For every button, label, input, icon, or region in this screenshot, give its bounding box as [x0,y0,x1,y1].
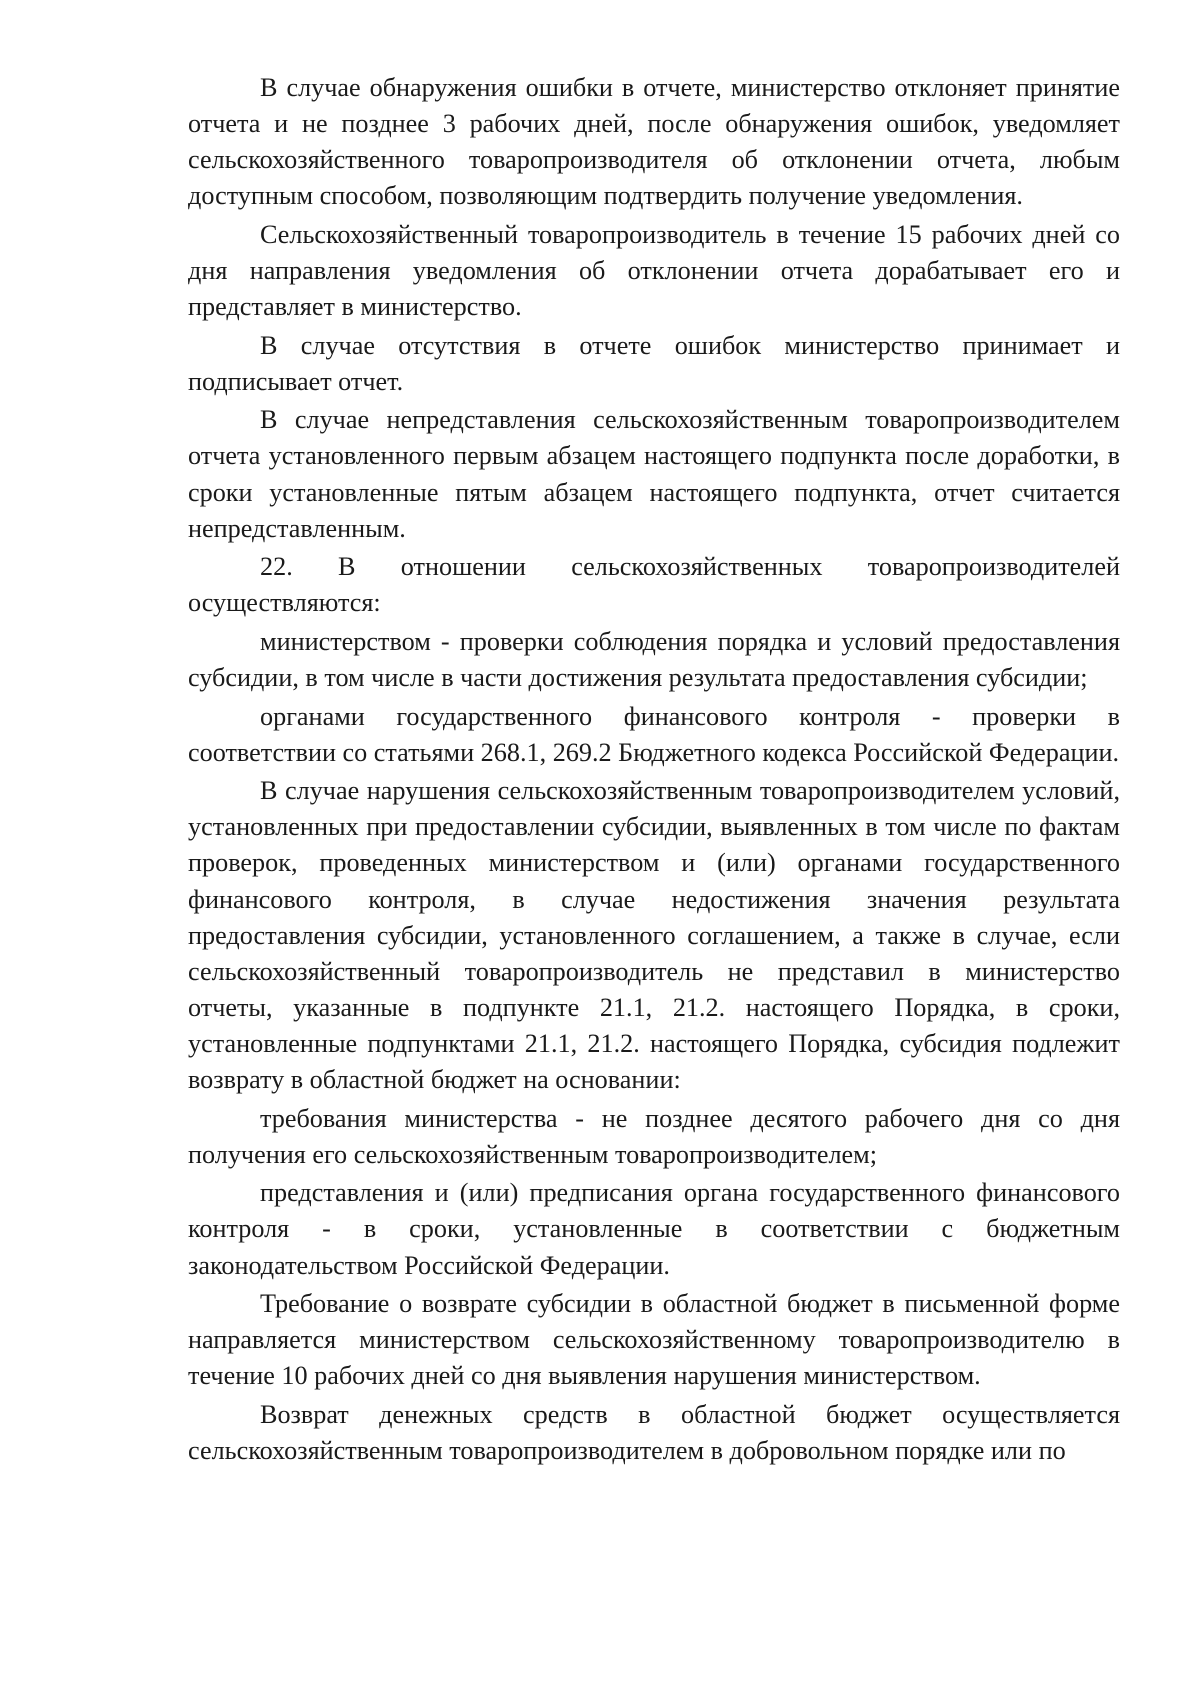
paragraph-report-error: В случае обнаружения ошибки в отчете, министерство отклоняет принятие отчета и не позднее 3 рабочих дней, после обнаружения ошибок, уведомляет сельскохозяйственного товаропроизводителя об отклонении отчета, любым доступным способом, позволяющим подтвердить получение уведомления. [188,73,1120,211]
paragraph-revision-deadline: Сельскохозяйственный товаропроизводитель в течение 15 рабочих дней со дня направления уведомления об отклонении отчета дорабатывает его и представляет в министерство. [188,219,1120,322]
paragraph-report-not-submitted: В случае непредставления сельскохозяйственным товаропроизводителем отчета установленного первым абзацем настоящего подпункта после доработки, в сроки установленные пятым абзацем настоящего подпункта, отчет считается непредставленным. [188,405,1120,543]
paragraph-ministry-requirement: требования министерства - не позднее десятого рабочего дня со дня получения его сельскохозяйственным товаропроизводителем; [188,1103,1120,1169]
paragraph-report-accepted: В случае отсутствия в отчете ошибок министерство принимает и подписывает отчет. [188,330,1120,396]
paragraph-violation-refund: В случае нарушения сельскохозяйственным товаропроизводителем условий, установленных при предоставлении субсидии, выявленных в том числе по фактам проверок, проведенных министерством и (или) органами государственного финансового контроля, в случае недостижения значения результата предоставления субсидии, установленного соглашением, а также в случае, если сельскохозяйственный товаропроизводитель не представил в министерство отчеты, указанные в подпункте 21.1, 21.2. настоящего Порядка, в сроки, установленные подпунктами 21.1, 21.2. настоящего Порядка, субсидия подлежит возврату в областной бюджет на основании: [188,776,1120,1095]
paragraph-financial-control-checks: органами государственного финансового контроля - проверки в соответствии со статьями 268.1, 269.2 Бюджетного кодекса Российской Федерации. [188,701,1120,767]
paragraph-refund-demand: Требование о возврате субсидии в областной бюджет в письменной форме направляется министерством сельскохозяйственному товаропроизводителю в течение 10 рабочих дней со дня выявления нарушения министерством. [188,1289,1120,1391]
paragraph-ministry-checks: министерством - проверки соблюдения порядка и условий предоставления субсидии, в том числе в части достижения результата предоставления субсидии; [188,626,1120,692]
document-page [188,70,1120,1469]
paragraph-refund-procedure: Возврат денежных средств в областной бюджет осуществляется сельскохозяйственным товаропроизводителем в добровольном порядке или по [188,1399,1120,1465]
paragraph-control-order: представления и (или) предписания органа государственного финансового контроля - в сроки, установленные в соответствии с бюджетным законодательством Российской Федерации. [188,1178,1120,1280]
paragraph-section-22: 22. В отношении сельскохозяйственных товаропроизводителей осуществляются: [188,552,1120,618]
